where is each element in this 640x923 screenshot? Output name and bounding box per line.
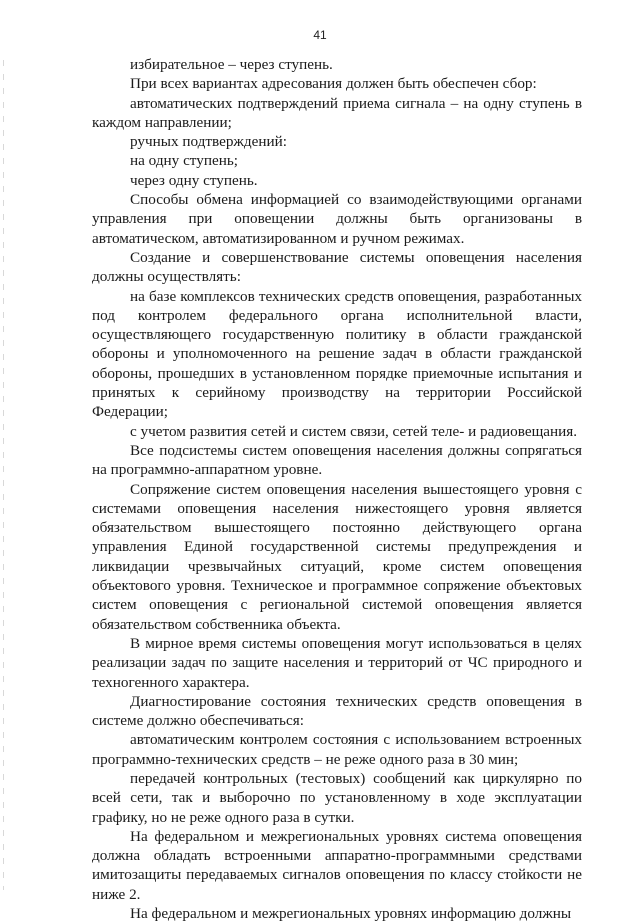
paragraph: передачей контрольных (тестовых) сообщений как циркулярно по всей сети, так и выборочно по установленному в ходе эксплуатации графику, но не реже одного раза в сутки. <box>92 769 582 826</box>
paragraph: автоматических подтверждений приема сигнала – на одну ступень в каждом направлении; <box>92 94 582 131</box>
paragraph: В мирное время системы оповещения могут использоваться в целях реализации задач по защите населения и территорий от ЧС природного и техногенного характера. <box>92 634 582 691</box>
paragraph: избирательное – через ступень. <box>130 56 333 73</box>
paragraph: На федеральном и межрегиональных уровнях система оповещения должна обладать встроенными аппаратно-программными средствами имитозащиты передаваемых сигналов оповещения по классу стойкости не ниже 2. <box>92 827 582 903</box>
paragraph: Диагностирование состояния технических средств оповещения в системе должно обеспечиваться: <box>92 692 582 730</box>
paragraph: автоматическим контролем состояния с использованием встроенных программно-технических средств – не реже одного раза в 30 мин; <box>92 731 582 768</box>
paragraph: через одну ступень. <box>130 171 258 189</box>
document-body <box>92 55 582 923</box>
paragraph: Создание и совершенствование системы оповещения населения должны осуществлять: <box>92 248 582 286</box>
page-number: 41 <box>313 28 327 42</box>
paragraph: На федеральном и межрегиональных уровнях информацию должны <box>130 905 572 923</box>
paragraph: ручных подтверждений: <box>130 133 287 151</box>
paragraph: Сопряжение систем оповещения населения вышестоящего уровня с системами оповещения населения нижестоящего уровня является обязательством вышестоящего постоянно действующего органа управления Единой государственной системы предупреждения и ликвидации чрезвычайных ситуаций, кроме систем оповещения объектового уровня. Техническое и программное сопряжение объектовых систем оповещения с региональной системой оповещения является обязательством собственника объекта. <box>92 480 582 633</box>
paragraph: на базе комплексов технических средств оповещения, разработанных под контролем федерального органа исполнительной власти, осуществляющего государственную политику в области гражданской обороны и уполномоченного на решение задач в области гражданской обороны, прошедших в установленном порядке приемочные испытания и принятых к серийному производству на территории Российской Федерации; <box>92 287 582 421</box>
paragraph: Все подсистемы систем оповещения населения должны сопрягаться на программно-аппаратном уровне. <box>92 441 582 479</box>
paragraph: При всех вариантах адресования должен быть обеспечен сбор: <box>130 75 537 93</box>
scan-edge-mark <box>3 60 4 890</box>
paragraph: на одну ступень; <box>130 152 238 170</box>
paragraph: Способы обмена информацией со взаимодействующими органами управления при оповещении должны быть организованы в автоматическом, автоматизированном и ручном режимах. <box>92 191 582 247</box>
paragraph: с учетом развития сетей и систем связи, сетей теле- и радиовещания. <box>130 422 578 440</box>
